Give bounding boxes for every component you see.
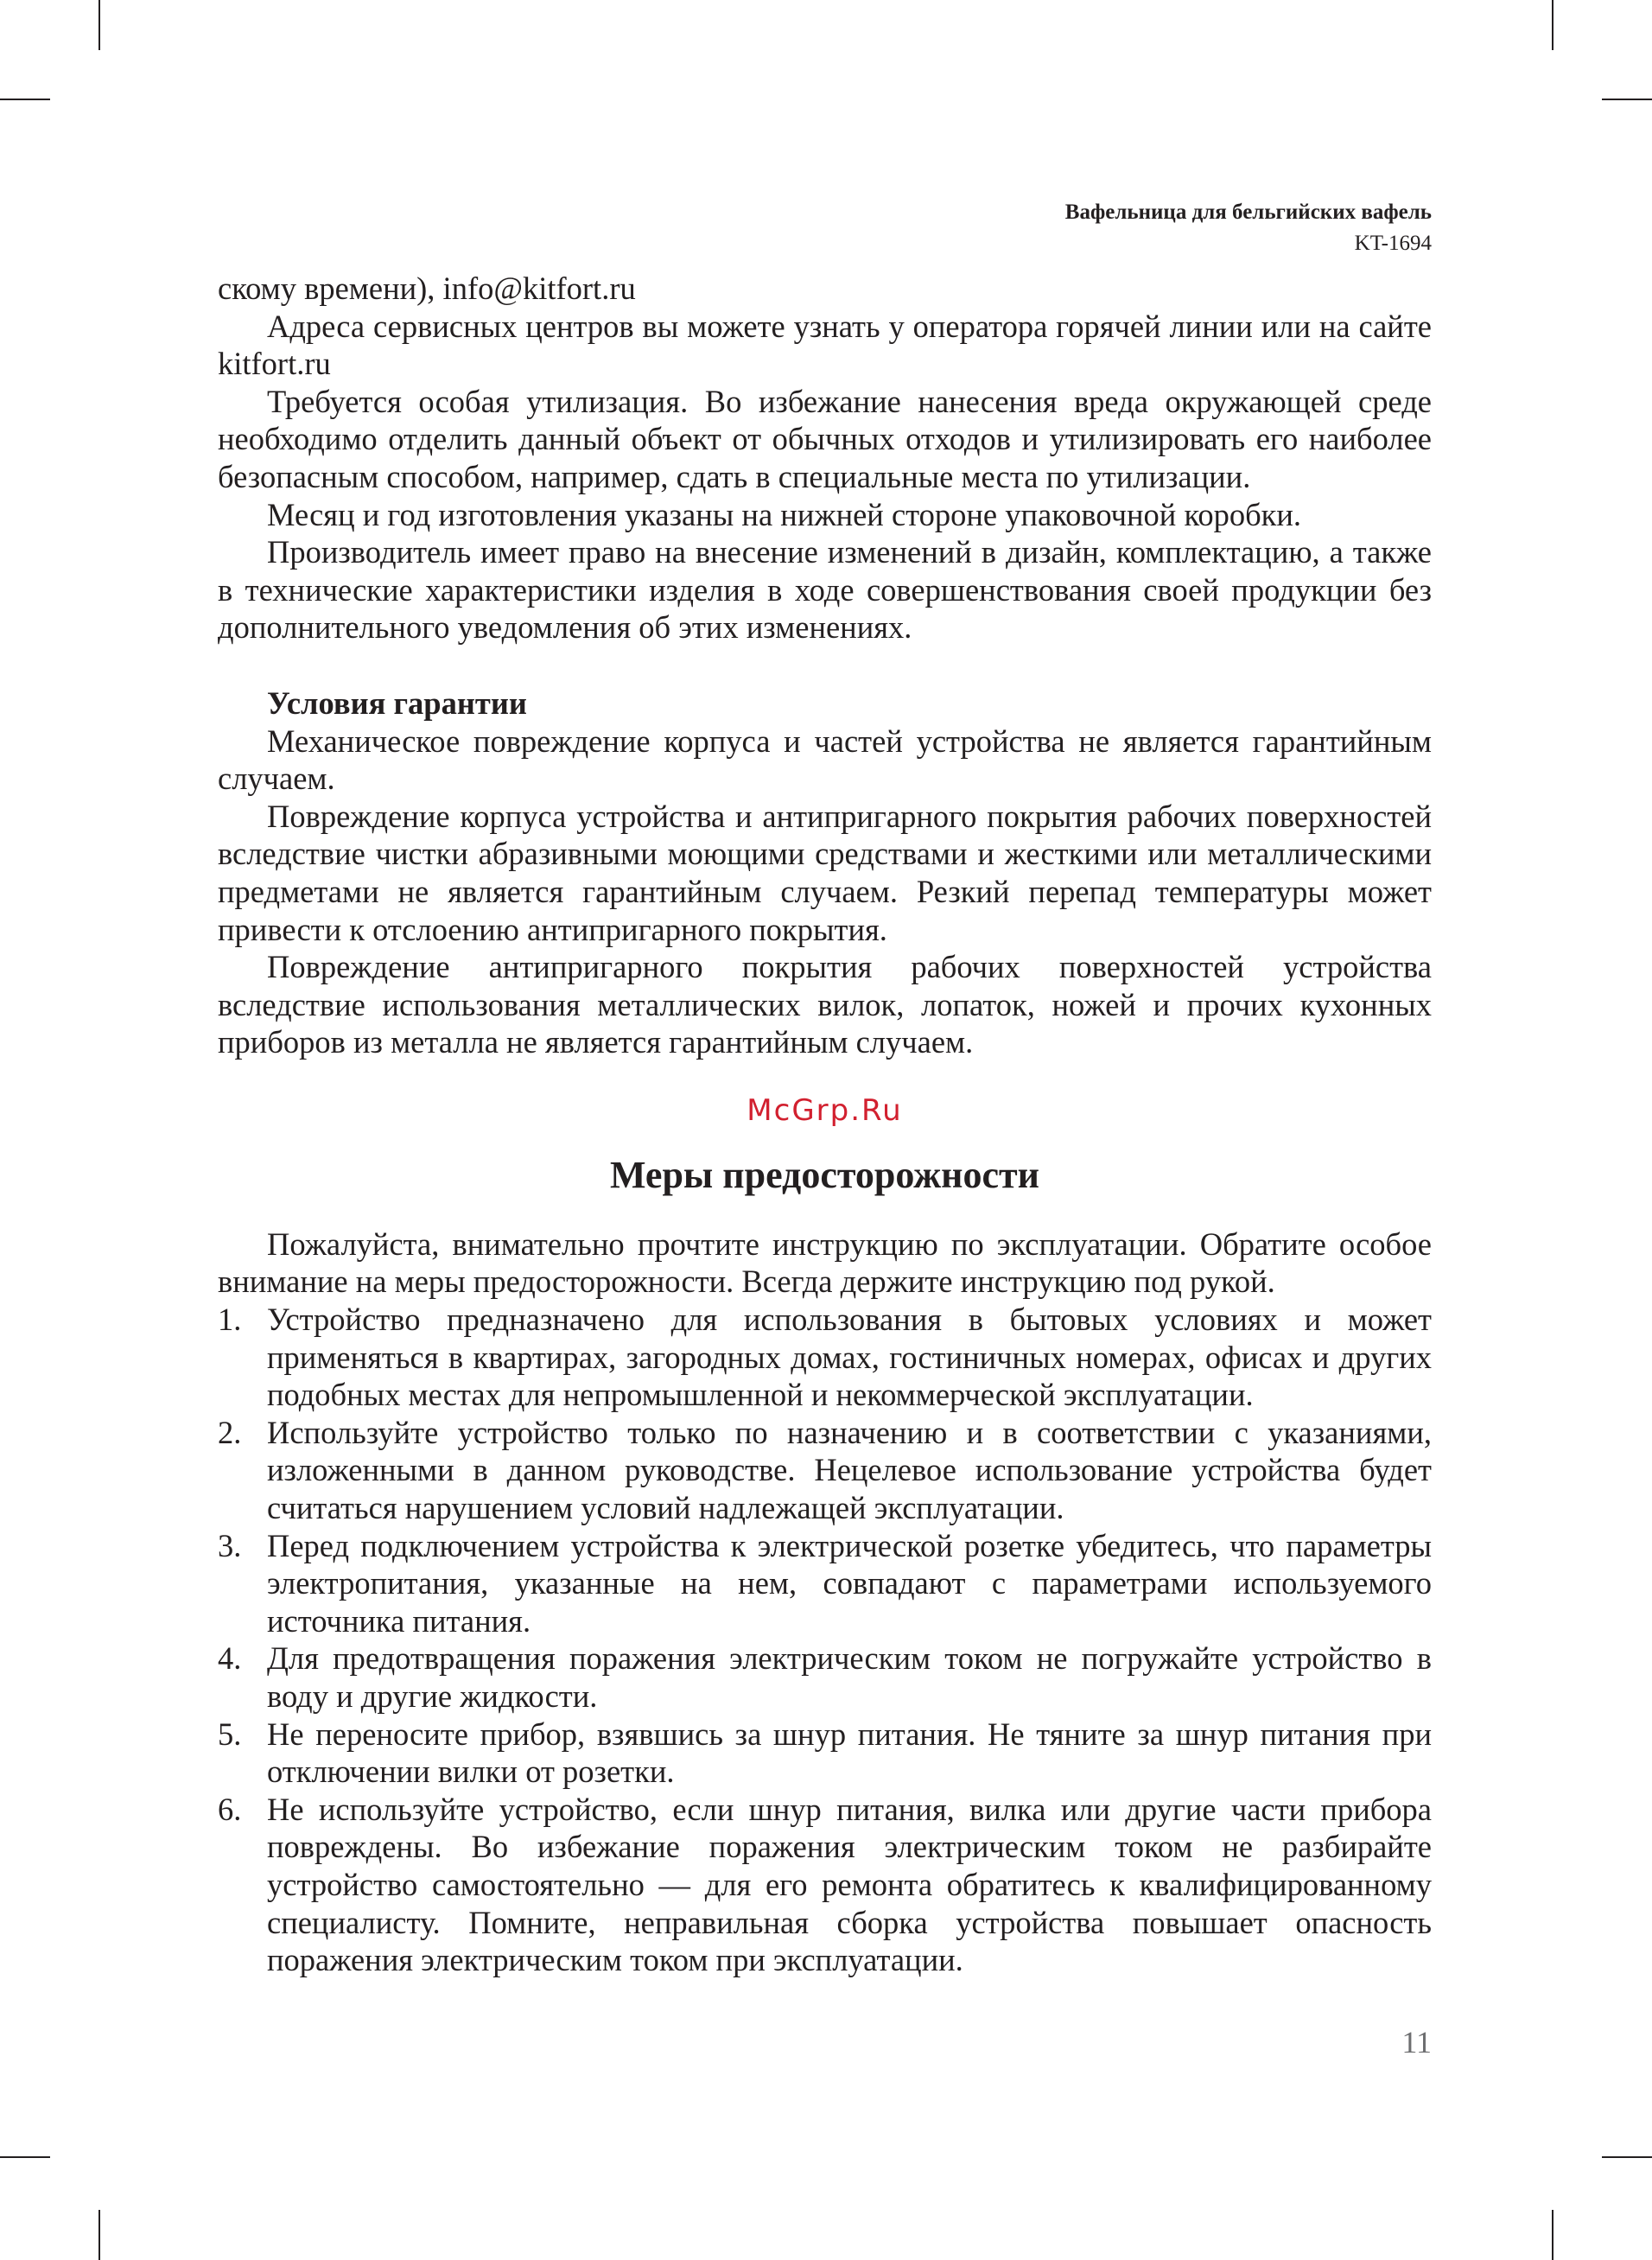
warranty-paragraph: Повреждение корпуса устройства и антипригарного покрытия рабочих поверхностей вследствие чистки абразивными моющими средствами и жесткими или металлическими предметами не является гарантийным случаем. Резкий перепад температуры может привести к отслоению антипригарного покрытия. — [218, 798, 1432, 947]
crop-mark — [0, 99, 50, 100]
list-item-number: 5. — [218, 1716, 242, 1752]
warranty-paragraph: Повреждение антипригарного покрытия рабочих поверхностей устройства вследствие использования металлических вилок, лопаток, ножей и прочих кухонных приборов из металла не является гарантийным случаем. — [218, 949, 1432, 1060]
warranty-paragraph: Механическое повреждение корпуса и частей устройства не является гарантийным случаем. — [218, 723, 1432, 797]
precautions-intro: Пожалуйста, внимательно прочтите инструкцию по эксплуатации. Обратите особое внимание на меры предосторожности. Всегда держите инструкцию под рукой. — [218, 1225, 1432, 1300]
crop-mark — [1552, 2210, 1554, 2260]
crop-mark — [1602, 99, 1652, 100]
list-item-number: 1. — [218, 1302, 242, 1338]
paragraph: Требуется особая утилизация. Во избежание нанесения вреда окружающей среде необходимо отделить данный объект от обычных отходов и утилизировать его наиболее безопасным способом, например, сдать в специальные места по утилизации. — [218, 383, 1432, 494]
list-item-number: 2. — [218, 1414, 242, 1450]
paragraph: скому времени), info@kitfort.ru — [218, 271, 636, 306]
paragraph: Адреса сервисных центров вы можете узнать у оператора горячей линии или на сайте kitfort.ru — [218, 308, 1432, 382]
spacer — [218, 646, 1432, 684]
list-item — [218, 1791, 1432, 1979]
section-title: Меры предосторожности — [609, 1153, 1040, 1196]
paragraph: Месяц и год изготовления указаны на нижней стороне упаковочной коробки. — [267, 496, 1302, 532]
crop-mark — [0, 2156, 50, 2158]
running-header — [1065, 197, 1432, 259]
page-number: 11 — [1401, 2025, 1432, 2059]
list-item — [218, 1527, 1432, 1640]
warranty-heading: Условия гарантии — [267, 684, 527, 721]
list-item-number: 6. — [218, 1791, 242, 1827]
paragraph: Производитель имеет право на внесение изменений в дизайн, комплектацию, а также в технические характеристики изделия в ходе совершенствования своей продукции без дополнительного уведомления об этих изменениях. — [218, 534, 1432, 646]
list-item-text: Используйте устройство только по назначению и в соответствии с указаниями, изложенными в данном руководстве. Нецелевое использование устройства будет считаться нарушением условий надлежащей эксплуатации. — [267, 1414, 1432, 1526]
page-content — [218, 270, 1432, 1979]
list-item — [218, 1301, 1432, 1414]
crop-mark — [98, 2210, 100, 2260]
list-item-number: 4. — [218, 1640, 242, 1677]
crop-mark — [1552, 0, 1554, 50]
header-title: Вафельница для бельгийских вафель — [1064, 201, 1432, 224]
crop-mark — [98, 0, 100, 50]
list-item — [218, 1716, 1432, 1791]
list-item-text: Перед подключением устройства к электрической розетке убедитесь, что параметры электропитания, указанные на нем, совпадают с параметрами используемого источника питания. — [267, 1527, 1432, 1639]
precautions-list — [218, 1301, 1432, 1979]
list-item-text: Для предотвращения поражения электрическим током не погружайте устройство в воду и другие жидкости. — [267, 1640, 1432, 1714]
list-item-number: 3. — [218, 1527, 242, 1563]
list-item-text: Не используйте устройство, если шнур питания, вилка или другие части прибора повреждены. Во избежание поражения электрическим током не разбирайте устройство самостоятельно — для его ремонта обратитесь к квалифицированному специалисту. Помните, неправильная сборка устройства повышает опасность поражения электрическим током при эксплуатации. — [267, 1791, 1432, 1978]
list-item — [218, 1414, 1432, 1527]
header-model: KT-1694 — [1354, 232, 1432, 255]
watermark: McGrp.Ru — [747, 1092, 903, 1128]
list-item — [218, 1639, 1432, 1715]
crop-mark — [1602, 2156, 1652, 2158]
list-item-text: Не переносите прибор, взявшись за шнур питания. Не тяните за шнур питания при отключении вилки от розетки. — [267, 1716, 1432, 1790]
list-item-text: Устройство предназначено для использования в бытовых условиях и может применяться в квартирах, загородных домах, гостиничных номерах, офисах и других подобных местах для непромышленной и некоммерческой эксплуатации. — [267, 1302, 1432, 1413]
